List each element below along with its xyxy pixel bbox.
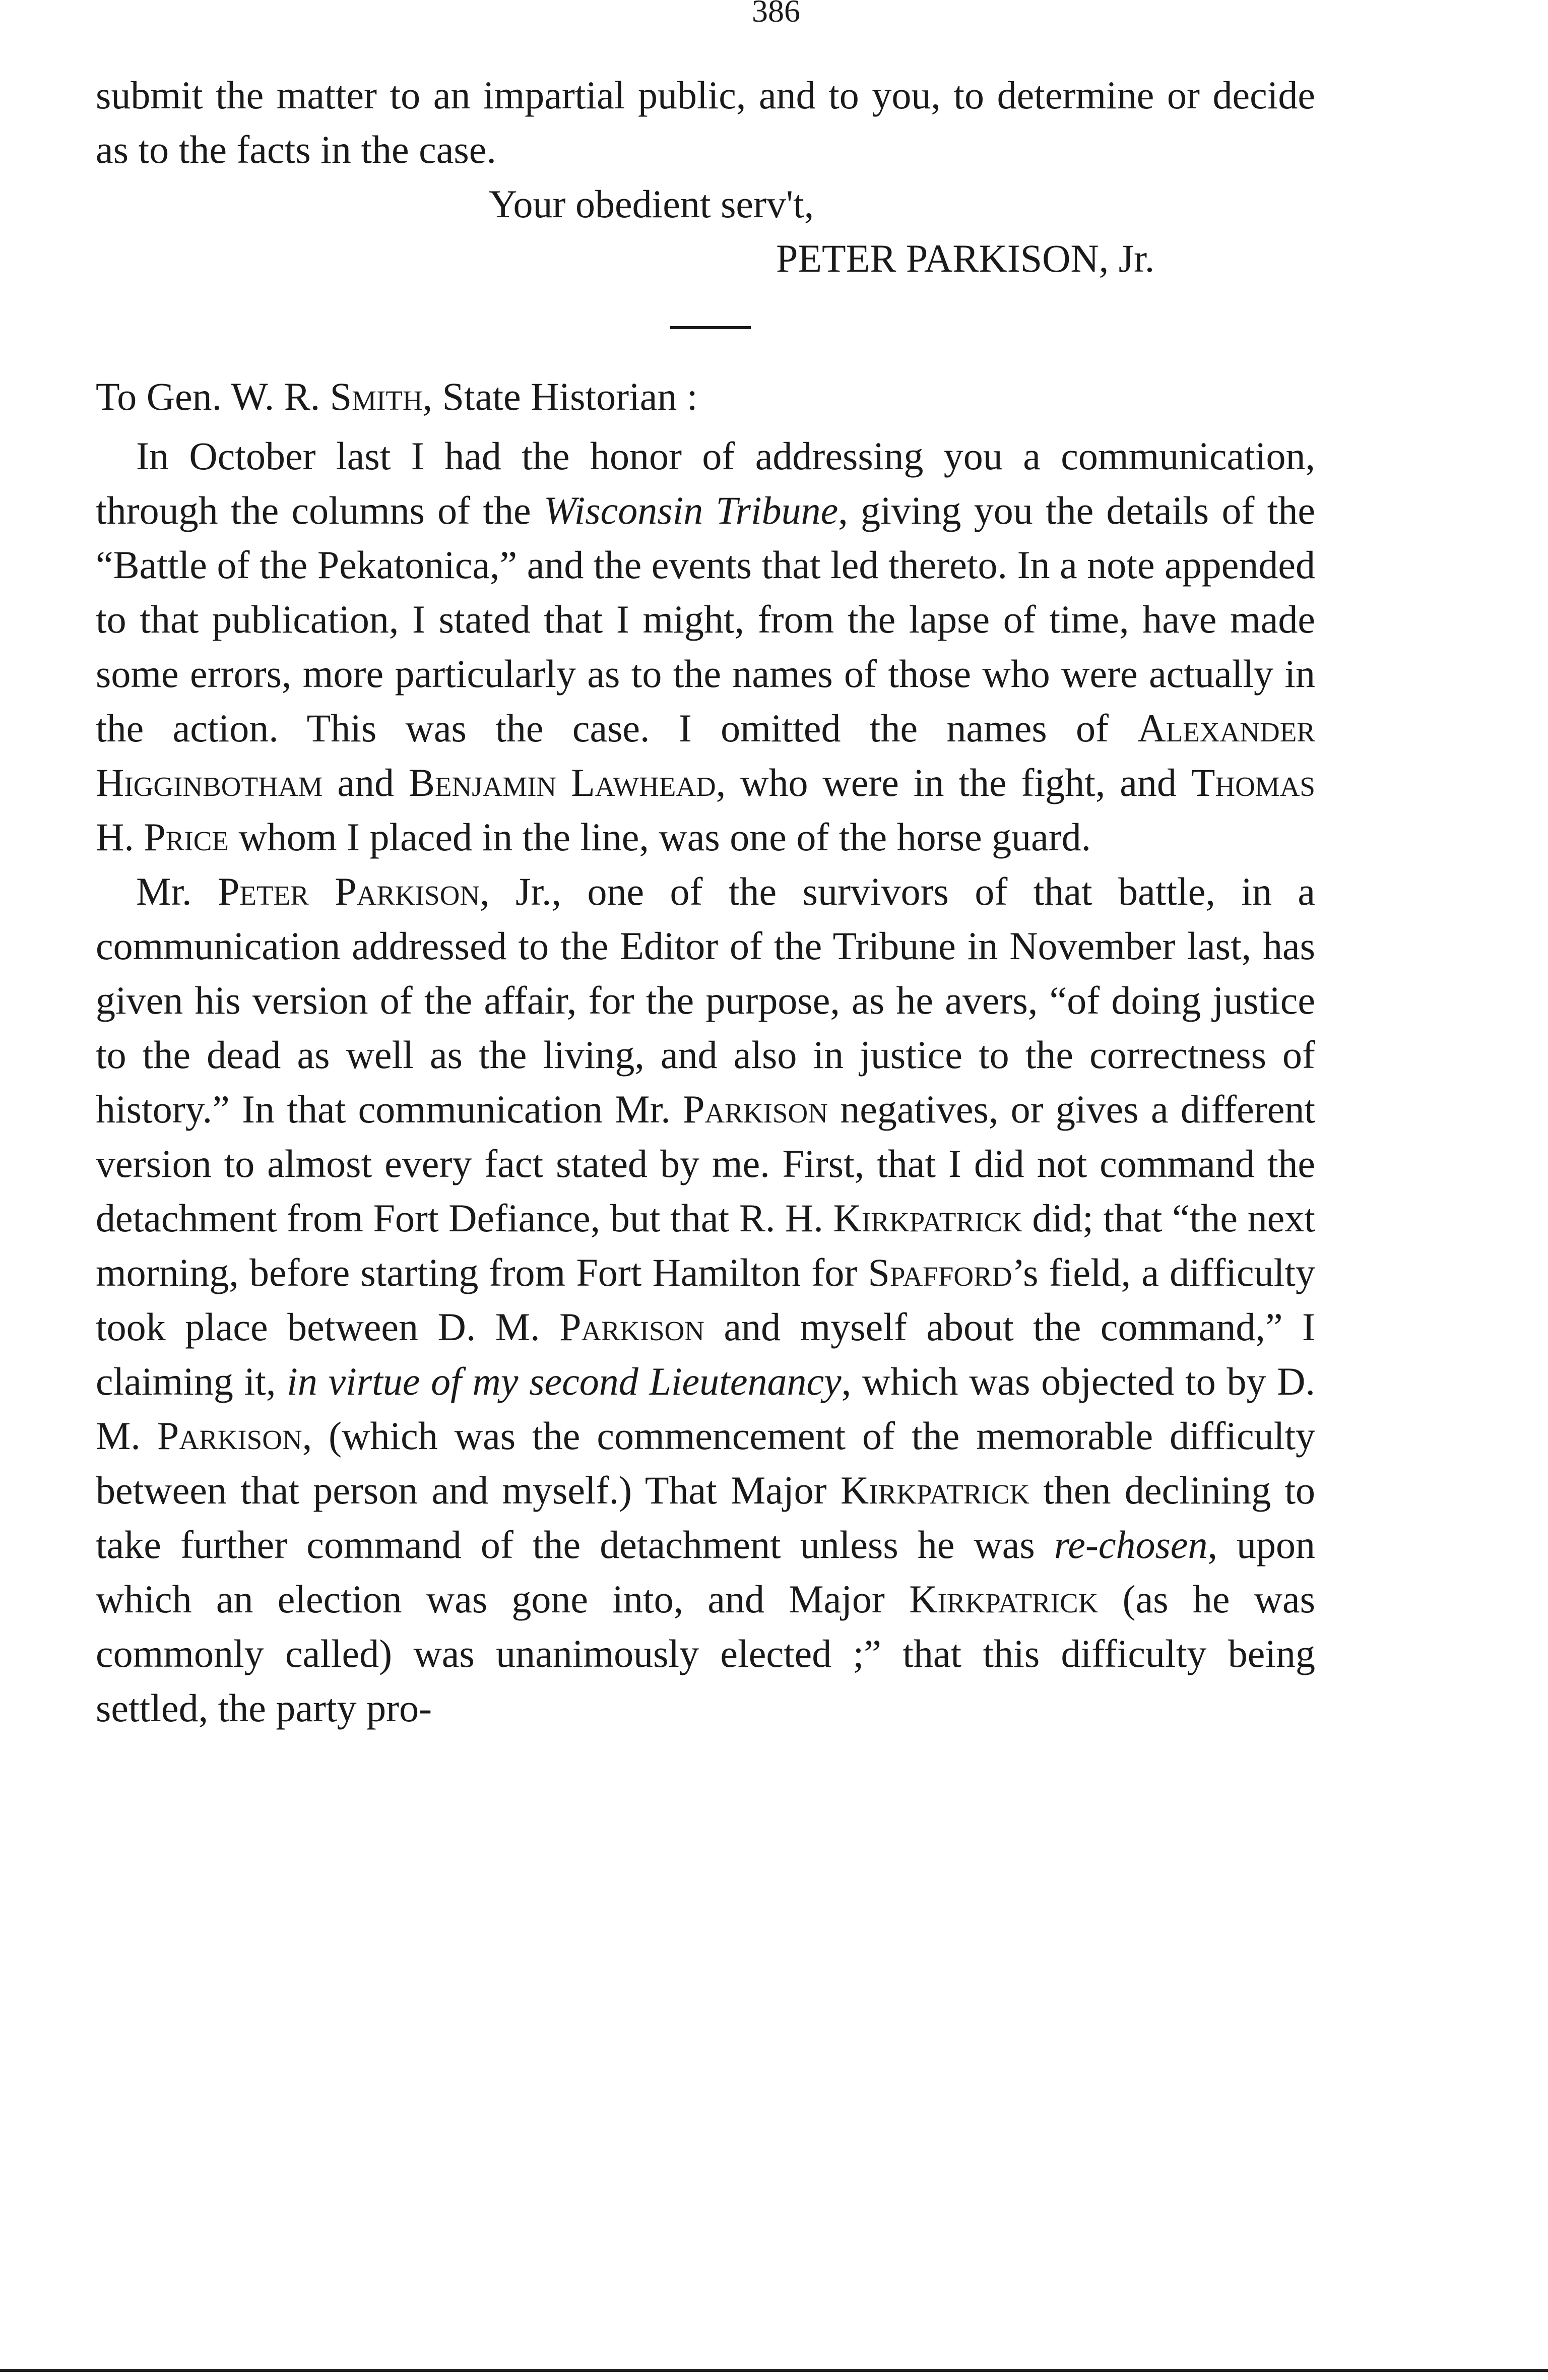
p2-text: , Jr., one of the survivors of that battle, in a communication addressed to the Editor of the Tribune in November last, has given his version of the affair, for the purpose, as he avers, “of doing justice to the dead as well as the living, and also in justice to the correctness of history.” In that communication Mr. <box>96 869 1315 1131</box>
p2-text: did; that “the next morning, before starting from Fort Hamilton for <box>96 1196 1315 1294</box>
italic-phrase: re-chosen <box>1054 1523 1208 1567</box>
p1-text: whom I placed in the line, was one of the horse guard. <box>229 815 1091 859</box>
p1-text: and <box>322 761 409 804</box>
person-name: Parkison <box>683 1087 828 1131</box>
p1-text: , giving you the details of the “Battle of the Pekatonica,” and the events that led thereto. In a note appended to that publication, I stated that I might, from the lapse of time, have made some errors, more particularly as to the names of those who were actually in the action. This was the case. I omitted the names of <box>96 488 1315 750</box>
letter-end-paragraph <box>96 68 1315 177</box>
page-bottom-edge <box>0 2369 1548 2372</box>
person-name: Peter Parkison <box>217 869 480 913</box>
salutation-name: Smith <box>330 374 423 418</box>
salutation-prefix: To Gen. W. R. <box>96 374 330 418</box>
letter-closing: Your obedient serv't, <box>489 182 814 226</box>
section-divider <box>670 326 751 329</box>
p2-text: negatives, or gives a different version to almost every fact stated by me. First, that I did not command the detachment from Fort Defiance, but that R. H. <box>96 1087 1315 1240</box>
letter-salutation <box>96 369 1315 424</box>
p2-text: , upon which an election was gone into, and Major <box>96 1523 1316 1621</box>
letter-signature: PETER PARKISON, Jr. <box>776 236 1155 280</box>
paragraph-2 <box>96 864 1315 1735</box>
person-name: Parkison <box>559 1305 704 1349</box>
paragraph-1 <box>96 429 1315 864</box>
person-name: Parkison <box>157 1414 302 1458</box>
p2-text: then declining to take further command of the detachment unless he was <box>96 1468 1315 1567</box>
person-name: Alexander Higginbotham <box>96 706 1315 804</box>
p1-text: , who were in the fight, and <box>716 761 1191 804</box>
p2-text: and myself about the command,” I claiming it, <box>96 1305 1316 1403</box>
p2-text: ’s field, a difficulty took place between D. M. <box>96 1250 1315 1349</box>
letter-end-text: submit the matter to an impartial public, and to you, to determine or decide as to the facts in the case. <box>96 73 1315 171</box>
salutation-suffix: , State Historian : <box>422 374 698 418</box>
person-name: Kirkpatrick <box>840 1468 1030 1512</box>
p2-text: (as he was commonly called) was unanimously elected ;” that this difficulty being settled, the party pro- <box>96 1577 1316 1730</box>
page-body <box>96 68 1315 1735</box>
p2-text: , (which was the commencement of the memorable difficulty between that person and myself.) That Major <box>96 1414 1315 1512</box>
p2-text: Mr. <box>136 869 218 913</box>
page-number: 386 <box>752 0 800 29</box>
p2-text: , which was objected to by D. M. <box>96 1359 1315 1458</box>
person-name: Kirkpatrick <box>909 1577 1099 1621</box>
person-name: Thomas H. Price <box>96 761 1316 859</box>
person-name: Kirkpatrick <box>833 1196 1022 1240</box>
person-name: Benjamin Lawhead <box>408 761 716 804</box>
newspaper-title: Wisconsin Tribune <box>543 488 838 532</box>
italic-phrase: in virtue of my second Lieutenancy <box>287 1359 842 1403</box>
p1-text: In October last I had the honor of addressing you a communication, through the columns of the <box>96 434 1315 532</box>
person-name: Spafford <box>868 1250 1012 1294</box>
